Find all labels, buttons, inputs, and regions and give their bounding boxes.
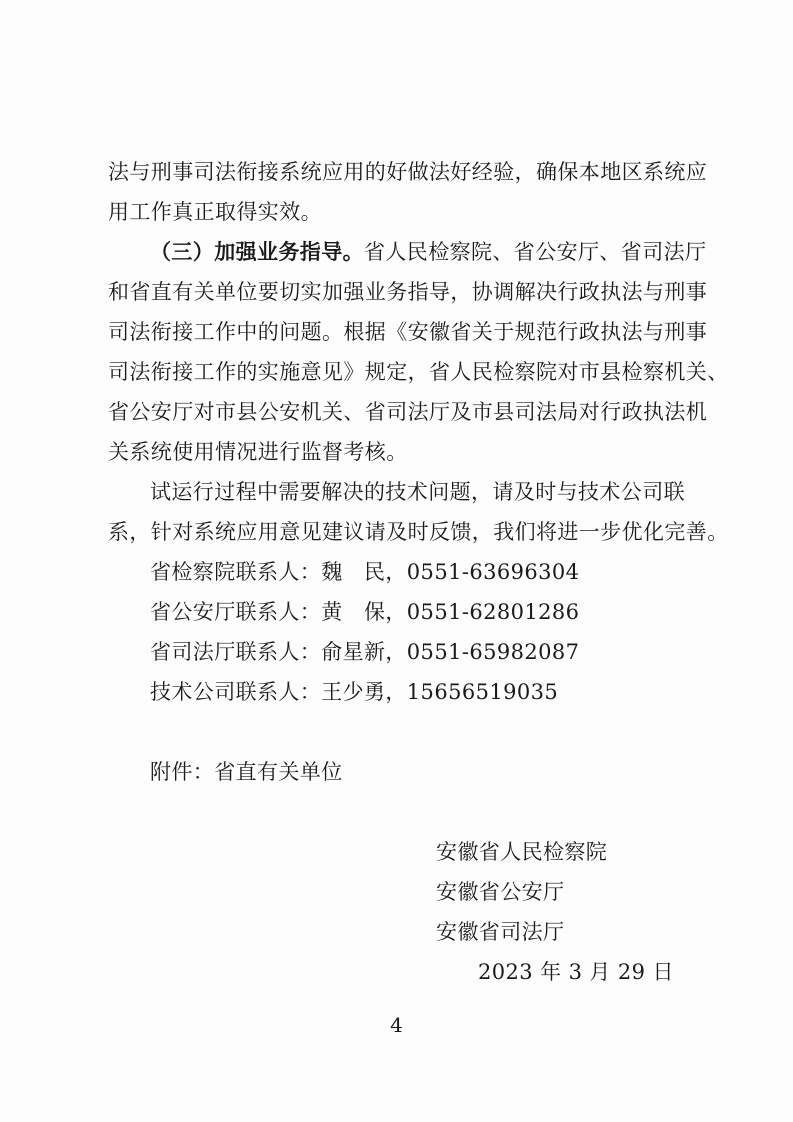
document-date: 2023 年 3 月 29 日 (478, 960, 674, 984)
signature-procuratorate: 安徽省人民检察院 (436, 840, 608, 864)
signature-public-security: 安徽省公安厅 (436, 880, 565, 904)
paragraph2-line-2: 和省直有关单位要切实加强业务指导，协调解决行政执法与刑事 (108, 280, 708, 304)
paragraph2-line-3: 司法衔接工作中的问题。根据《安徽省关于规范行政执法与刑事 (108, 320, 708, 344)
paragraph3-line-1: 试运行过程中需要解决的技术问题，请及时与技术公司联 (150, 480, 685, 504)
paragraph2-line-4: 司法衔接工作的实施意见》规定，省人民检察院对市县检察机关、 (108, 360, 729, 384)
paragraph1-line-2: 用工作真正取得实效。 (108, 200, 322, 224)
paragraph3-line-2: 系，针对系统应用意见建议请及时反馈，我们将进一步优化完善。 (108, 520, 729, 544)
signature-justice: 安徽省司法厅 (436, 920, 565, 944)
paragraph2-first-line (150, 237, 706, 267)
contact-public-security: 省公安厅联系人：黄 保，0551-62801286 (150, 600, 580, 624)
contact-justice: 省司法厅联系人：俞星新，0551-65982087 (150, 640, 580, 664)
page-number: 4 (390, 1013, 403, 1037)
contact-tech-company: 技术公司联系人：王少勇，15656519035 (150, 680, 559, 704)
section-heading: （三）加强业务指导。 (150, 239, 364, 264)
paragraph2-first-line-text: 省人民检察院、省公安厅、省司法厅 (364, 240, 707, 264)
attachment-note: 附件：省直有关单位 (150, 760, 343, 784)
contact-procuratorate: 省检察院联系人：魏 民，0551-63696304 (150, 560, 580, 584)
paragraph2-line-6: 关系统使用情况进行监督考核。 (108, 440, 408, 464)
paragraph2-line-5: 省公安厅对市县公安机关、省司法厅及市县司法局对行政执法机 (108, 400, 708, 424)
paragraph1-line-1: 法与刑事司法衔接系统应用的好做法好经验，确保本地区系统应 (108, 160, 708, 184)
